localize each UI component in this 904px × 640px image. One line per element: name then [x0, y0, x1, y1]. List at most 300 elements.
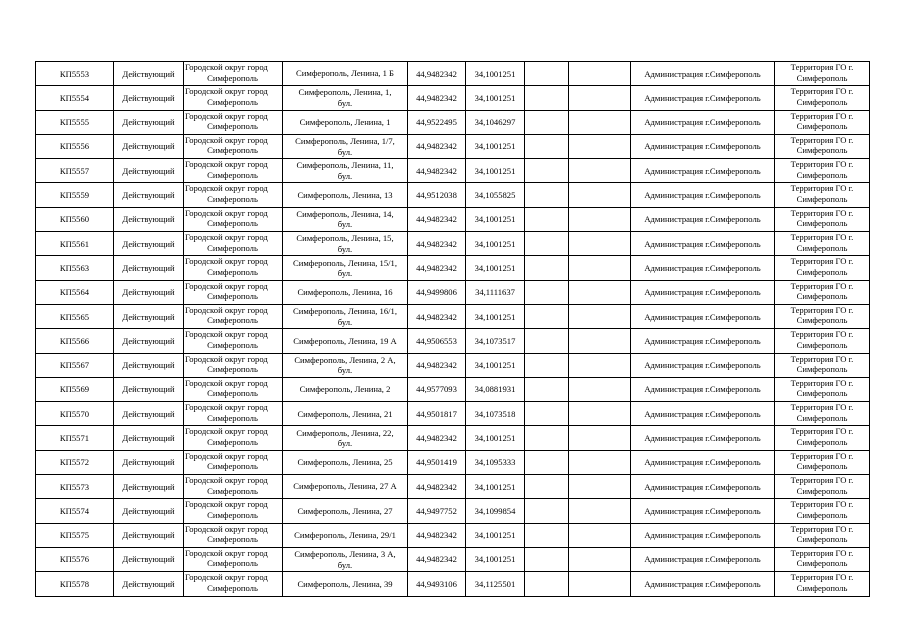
cell-municipality [184, 547, 283, 571]
cell-territory-line: Территория ГО г. [790, 353, 854, 364]
cell-municipality-line: Городской округ город [185, 183, 268, 194]
cell-longitude: 34,1001251 [466, 134, 525, 158]
cell-address [283, 353, 408, 377]
cell-territory-line: Территория ГО г. [790, 523, 854, 534]
cell-municipality [184, 304, 283, 328]
cell-territory-line: Симферополь [796, 509, 848, 520]
cell-id: КП5576 [36, 547, 114, 571]
cell-municipality-line: Городской округ город [185, 329, 268, 340]
cell-id: КП5573 [36, 475, 114, 499]
cell-latitude: 44,9482342 [408, 353, 466, 377]
cell-municipality-line: Городской округ город [185, 207, 268, 218]
cell-empty-8 [569, 159, 631, 183]
cell-address [283, 499, 408, 523]
cell-municipality [184, 523, 283, 547]
cell-territory-line: Симферополь [796, 315, 848, 326]
cell-territory [775, 402, 870, 426]
cell-municipality [184, 256, 283, 280]
cell-id: КП5561 [36, 232, 114, 256]
cell-address-line: Симферополь, Ленина, 29/1 [294, 530, 396, 541]
cell-status: Действующий [114, 402, 184, 426]
cell-municipality [184, 377, 283, 401]
cell-address [283, 426, 408, 450]
cell-status: Действующий [114, 426, 184, 450]
cell-municipality-line: Симферополь [207, 388, 258, 399]
cell-address-line: бул. [337, 268, 353, 279]
cell-owner: Администрация г.Симферополь [631, 280, 775, 304]
cell-status: Действующий [114, 353, 184, 377]
table-row [36, 329, 870, 353]
cell-territory-line: Симферополь [796, 193, 848, 204]
cell-empty-7 [525, 572, 569, 596]
cell-territory-line: Территория ГО г. [790, 86, 854, 97]
cell-id: КП5564 [36, 280, 114, 304]
cell-address-line: бул. [337, 559, 353, 570]
cell-status: Действующий [114, 377, 184, 401]
cell-municipality-line: Симферополь [207, 145, 258, 156]
cell-territory [775, 329, 870, 353]
cell-id: КП5565 [36, 304, 114, 328]
cell-territory [775, 86, 870, 110]
cell-status: Действующий [114, 62, 184, 86]
table-row [36, 572, 870, 596]
cell-address-line: бул. [337, 243, 353, 254]
cell-owner: Администрация г.Симферополь [631, 232, 775, 256]
cell-municipality [184, 426, 283, 450]
cell-municipality-line: Городской округ город [185, 86, 268, 97]
cell-address [283, 183, 408, 207]
cell-empty-8 [569, 402, 631, 426]
cell-territory-line: Симферополь [796, 121, 848, 132]
cell-address [283, 304, 408, 328]
cell-status: Действующий [114, 499, 184, 523]
table-row [36, 134, 870, 158]
cell-id: КП5554 [36, 86, 114, 110]
cell-territory-line: Территория ГО г. [790, 572, 854, 583]
cell-empty-8 [569, 304, 631, 328]
cell-status: Действующий [114, 547, 184, 571]
cell-address [283, 232, 408, 256]
cell-territory [775, 304, 870, 328]
cell-longitude: 34,1073517 [466, 329, 525, 353]
cell-address [283, 475, 408, 499]
cell-territory-line: Симферополь [796, 145, 848, 156]
cell-municipality-line: Городской округ город [185, 256, 268, 267]
cell-owner: Администрация г.Симферополь [631, 572, 775, 596]
cell-longitude: 34,1001251 [466, 207, 525, 231]
cell-empty-7 [525, 523, 569, 547]
cell-municipality-line: Городской округ город [185, 572, 268, 583]
cell-municipality [184, 353, 283, 377]
table-row [36, 159, 870, 183]
cell-status: Действующий [114, 256, 184, 280]
table-body [36, 62, 870, 597]
cell-empty-8 [569, 207, 631, 231]
cell-territory-line: Симферополь [796, 266, 848, 277]
table-row [36, 207, 870, 231]
cell-longitude: 34,1001251 [466, 256, 525, 280]
cell-territory-line: Симферополь [796, 339, 848, 350]
cell-empty-8 [569, 426, 631, 450]
cell-empty-8 [569, 572, 631, 596]
cell-territory [775, 159, 870, 183]
cell-municipality-line: Симферополь [207, 218, 258, 229]
cell-territory-line: Симферополь [796, 436, 848, 447]
cell-owner: Администрация г.Симферополь [631, 353, 775, 377]
table-row [36, 450, 870, 474]
cell-territory-line: Территория ГО г. [790, 547, 854, 558]
cell-empty-8 [569, 450, 631, 474]
cell-municipality-line: Городской округ город [185, 475, 268, 486]
cell-address-line: Симферополь, Ленина, 27 А [293, 481, 397, 492]
cell-empty-7 [525, 304, 569, 328]
cell-address-line: Симферополь, Ленина, 1/7, [295, 136, 395, 147]
cell-address-line: Симферополь, Ленина, 2 А, [294, 354, 396, 365]
cell-address [283, 159, 408, 183]
cell-empty-7 [525, 377, 569, 401]
cell-municipality [184, 450, 283, 474]
cell-empty-7 [525, 232, 569, 256]
cell-territory-line: Территория ГО г. [790, 280, 854, 291]
cell-owner: Администрация г.Симферополь [631, 62, 775, 86]
table-row [36, 280, 870, 304]
cell-municipality-line: Симферополь [207, 315, 258, 326]
table-row [36, 256, 870, 280]
cell-territory-line: Симферополь [796, 388, 848, 399]
cell-territory [775, 280, 870, 304]
cell-municipality-line: Городской округ город [185, 499, 268, 510]
cell-empty-7 [525, 110, 569, 134]
cell-territory [775, 547, 870, 571]
table-row [36, 86, 870, 110]
cell-territory-line: Симферополь [796, 364, 848, 375]
cell-municipality-line: Городской округ город [185, 232, 268, 243]
cell-territory-line: Симферополь [796, 485, 848, 496]
cell-municipality-line: Городской округ город [185, 110, 268, 121]
cell-address-line: Симферополь, Ленина, 21 [297, 408, 393, 419]
cell-address [283, 377, 408, 401]
cell-owner: Администрация г.Симферополь [631, 547, 775, 571]
cell-address-line: Симферополь, Ленина, 14, [296, 208, 394, 219]
cell-owner: Администрация г.Симферополь [631, 159, 775, 183]
cell-owner: Администрация г.Симферополь [631, 256, 775, 280]
cell-empty-7 [525, 280, 569, 304]
cell-municipality-line: Симферополь [207, 558, 258, 569]
cell-status: Действующий [114, 110, 184, 134]
cell-address-line: Симферополь, Ленина, 22, [296, 427, 394, 438]
cell-territory-line: Симферополь [796, 242, 848, 253]
cell-owner: Администрация г.Симферополь [631, 134, 775, 158]
cell-longitude: 34,1001251 [466, 62, 525, 86]
cell-municipality [184, 159, 283, 183]
cell-latitude: 44,9482342 [408, 426, 466, 450]
cell-address-line: Симферополь, Ленина, 39 [297, 578, 393, 589]
cell-territory-line: Симферополь [796, 582, 848, 593]
cell-territory-line: Территория ГО г. [790, 134, 854, 145]
cell-address-line: Симферополь, Ленина, 11, [296, 160, 394, 171]
cell-municipality [184, 572, 283, 596]
cell-latitude: 44,9482342 [408, 62, 466, 86]
cell-id: КП5555 [36, 110, 114, 134]
cell-empty-7 [525, 402, 569, 426]
cell-owner: Администрация г.Симферополь [631, 304, 775, 328]
cell-empty-7 [525, 159, 569, 183]
cell-empty-7 [525, 86, 569, 110]
cell-latitude: 44,9493106 [408, 572, 466, 596]
cell-territory-line: Территория ГО г. [790, 402, 854, 413]
cell-territory-line: Территория ГО г. [790, 207, 854, 218]
cell-empty-7 [525, 353, 569, 377]
cell-longitude: 34,1001251 [466, 547, 525, 571]
cell-municipality-line: Городской округ город [185, 159, 268, 170]
cell-owner: Администрация г.Симферополь [631, 402, 775, 426]
cell-owner: Администрация г.Симферополь [631, 475, 775, 499]
cell-status: Действующий [114, 232, 184, 256]
table-row [36, 62, 870, 86]
cell-longitude: 34,1001251 [466, 523, 525, 547]
cell-latitude: 44,9482342 [408, 547, 466, 571]
cell-empty-7 [525, 62, 569, 86]
cell-address [283, 86, 408, 110]
cell-municipality-line: Симферополь [207, 121, 258, 132]
cell-territory [775, 353, 870, 377]
cell-municipality-line: Городской округ город [185, 402, 268, 413]
cell-status: Действующий [114, 159, 184, 183]
cell-address-line: бул. [337, 219, 353, 230]
cell-latitude: 44,9482342 [408, 207, 466, 231]
cell-latitude: 44,9482342 [408, 159, 466, 183]
cell-latitude: 44,9482342 [408, 86, 466, 110]
cell-municipality-line: Симферополь [207, 72, 258, 83]
cell-municipality-line: Симферополь [207, 193, 258, 204]
cell-municipality-line: Симферополь [207, 509, 258, 520]
table-row [36, 353, 870, 377]
cell-longitude: 34,1001251 [466, 475, 525, 499]
cell-address-line: Симферополь, Ленина, 15/1, [293, 257, 397, 268]
cell-longitude: 34,1055825 [466, 183, 525, 207]
cell-territory-line: Симферополь [796, 558, 848, 569]
cell-id: КП5559 [36, 183, 114, 207]
cell-id: КП5575 [36, 523, 114, 547]
cell-municipality-line: Симферополь [207, 461, 258, 472]
cell-status: Действующий [114, 572, 184, 596]
cell-id: КП5557 [36, 159, 114, 183]
cell-address-line: бул. [337, 438, 353, 449]
cell-empty-8 [569, 377, 631, 401]
cell-municipality-line: Городской округ город [185, 523, 268, 534]
cell-municipality [184, 329, 283, 353]
cell-status: Действующий [114, 207, 184, 231]
cell-address [283, 62, 408, 86]
cell-longitude: 34,1001251 [466, 159, 525, 183]
cell-address-line: Симферополь, Ленина, 1, [298, 87, 392, 98]
cell-municipality-line: Симферополь [207, 266, 258, 277]
cell-address-line: Симферополь, Ленина, 15, [296, 233, 394, 244]
cell-territory-line: Территория ГО г. [790, 183, 854, 194]
cell-address [283, 523, 408, 547]
cell-territory [775, 232, 870, 256]
cell-empty-7 [525, 256, 569, 280]
cell-status: Действующий [114, 304, 184, 328]
cell-territory [775, 256, 870, 280]
cell-status: Действующий [114, 329, 184, 353]
cell-territory-line: Территория ГО г. [790, 450, 854, 461]
cell-owner: Администрация г.Симферополь [631, 523, 775, 547]
cell-territory-line: Территория ГО г. [790, 475, 854, 486]
cell-empty-8 [569, 499, 631, 523]
cell-address-line: бул. [337, 316, 353, 327]
cell-territory-line: Симферополь [796, 169, 848, 180]
cell-territory-line: Территория ГО г. [790, 377, 854, 388]
cell-municipality-line: Симферополь [207, 485, 258, 496]
table-row [36, 377, 870, 401]
table-row [36, 523, 870, 547]
cell-address [283, 572, 408, 596]
cell-empty-8 [569, 62, 631, 86]
cell-territory [775, 62, 870, 86]
cell-territory [775, 572, 870, 596]
cell-empty-8 [569, 329, 631, 353]
cell-municipality [184, 183, 283, 207]
cell-latitude: 44,9482342 [408, 523, 466, 547]
cell-address-line: Симферополь, Ленина, 1 [299, 116, 391, 127]
cell-territory-line: Территория ГО г. [790, 426, 854, 437]
cell-owner: Администрация г.Симферополь [631, 207, 775, 231]
cell-empty-8 [569, 280, 631, 304]
cell-owner: Администрация г.Симферополь [631, 86, 775, 110]
cell-municipality-line: Симферополь [207, 534, 258, 545]
cell-municipality [184, 280, 283, 304]
table-row [36, 110, 870, 134]
cell-address [283, 547, 408, 571]
cell-municipality-line: Городской округ город [185, 426, 268, 437]
cell-address-line: бул. [337, 365, 353, 376]
cell-latitude: 44,9522495 [408, 110, 466, 134]
table-row [36, 499, 870, 523]
cell-address [283, 329, 408, 353]
cell-address-line: бул. [337, 97, 353, 108]
cell-empty-8 [569, 523, 631, 547]
cell-municipality-line: Городской округ город [185, 304, 268, 315]
cell-address-line: Симферополь, Ленина, 25 [297, 457, 393, 468]
cell-empty-7 [525, 134, 569, 158]
cell-address [283, 256, 408, 280]
cell-id: КП5570 [36, 402, 114, 426]
cell-empty-8 [569, 134, 631, 158]
cell-empty-7 [525, 329, 569, 353]
cell-status: Действующий [114, 280, 184, 304]
cell-territory [775, 499, 870, 523]
cell-latitude: 44,9482342 [408, 304, 466, 328]
cell-empty-7 [525, 450, 569, 474]
cell-id: КП5572 [36, 450, 114, 474]
cell-latitude: 44,9482342 [408, 134, 466, 158]
cell-id: КП5574 [36, 499, 114, 523]
cell-municipality [184, 207, 283, 231]
cell-empty-8 [569, 183, 631, 207]
cell-territory [775, 475, 870, 499]
cell-empty-7 [525, 426, 569, 450]
cell-territory-line: Территория ГО г. [790, 159, 854, 170]
cell-address-line: Симферополь, Ленина, 27 [297, 505, 393, 516]
cell-municipality-line: Городской округ город [185, 377, 268, 388]
cell-municipality [184, 134, 283, 158]
cell-territory-line: Территория ГО г. [790, 232, 854, 243]
cell-territory-line: Территория ГО г. [790, 499, 854, 510]
cell-territory-line: Симферополь [796, 96, 848, 107]
cell-municipality-line: Симферополь [207, 412, 258, 423]
cell-municipality-line: Симферополь [207, 291, 258, 302]
cell-longitude: 34,1111637 [466, 280, 525, 304]
cell-municipality-line: Городской округ город [185, 450, 268, 461]
cell-address-line: бул. [337, 170, 353, 181]
cell-longitude: 34,1099854 [466, 499, 525, 523]
cell-municipality [184, 499, 283, 523]
cell-territory-line: Территория ГО г. [790, 256, 854, 267]
cell-municipality [184, 232, 283, 256]
cell-longitude: 34,1095333 [466, 450, 525, 474]
cell-status: Действующий [114, 134, 184, 158]
cell-latitude: 44,9482342 [408, 232, 466, 256]
cell-municipality [184, 110, 283, 134]
cell-territory [775, 523, 870, 547]
cell-status: Действующий [114, 475, 184, 499]
table-row [36, 475, 870, 499]
cell-longitude: 34,1001251 [466, 426, 525, 450]
cell-latitude: 44,9506553 [408, 329, 466, 353]
cell-municipality [184, 475, 283, 499]
cell-owner: Администрация г.Симферополь [631, 499, 775, 523]
cell-longitude: 34,1001251 [466, 86, 525, 110]
cell-longitude: 34,1001251 [466, 353, 525, 377]
cell-empty-8 [569, 256, 631, 280]
cell-address-line: Симферополь, Ленина, 2 [299, 384, 391, 395]
cell-municipality-line: Симферополь [207, 364, 258, 375]
cell-territory-line: Территория ГО г. [790, 329, 854, 340]
cell-empty-7 [525, 547, 569, 571]
cell-longitude: 34,1046297 [466, 110, 525, 134]
cell-id: КП5553 [36, 62, 114, 86]
cell-longitude: 34,1125501 [466, 572, 525, 596]
cell-address [283, 110, 408, 134]
table-row [36, 183, 870, 207]
cell-status: Действующий [114, 183, 184, 207]
cell-status: Действующий [114, 86, 184, 110]
cell-empty-7 [525, 207, 569, 231]
cell-owner: Администрация г.Симферополь [631, 110, 775, 134]
cell-empty-7 [525, 475, 569, 499]
cell-municipality-line: Городской округ город [185, 62, 268, 72]
cell-territory-line: Симферополь [796, 72, 848, 83]
cell-id: КП5569 [36, 377, 114, 401]
cell-status: Действующий [114, 450, 184, 474]
cell-territory [775, 134, 870, 158]
cell-address-line: Симферополь, Ленина, 16 [297, 287, 393, 298]
cell-empty-7 [525, 183, 569, 207]
cell-owner: Администрация г.Симферополь [631, 426, 775, 450]
cell-empty-8 [569, 547, 631, 571]
cell-latitude: 44,9497752 [408, 499, 466, 523]
cell-owner: Администрация г.Симферополь [631, 377, 775, 401]
cell-municipality-line: Симферополь [207, 582, 258, 593]
cell-latitude: 44,9482342 [408, 256, 466, 280]
cell-latitude: 44,9512038 [408, 183, 466, 207]
cell-longitude: 34,1073518 [466, 402, 525, 426]
cell-territory-line: Симферополь [796, 291, 848, 302]
cell-municipality [184, 62, 283, 86]
cell-empty-7 [525, 499, 569, 523]
cell-longitude: 34,1001251 [466, 304, 525, 328]
